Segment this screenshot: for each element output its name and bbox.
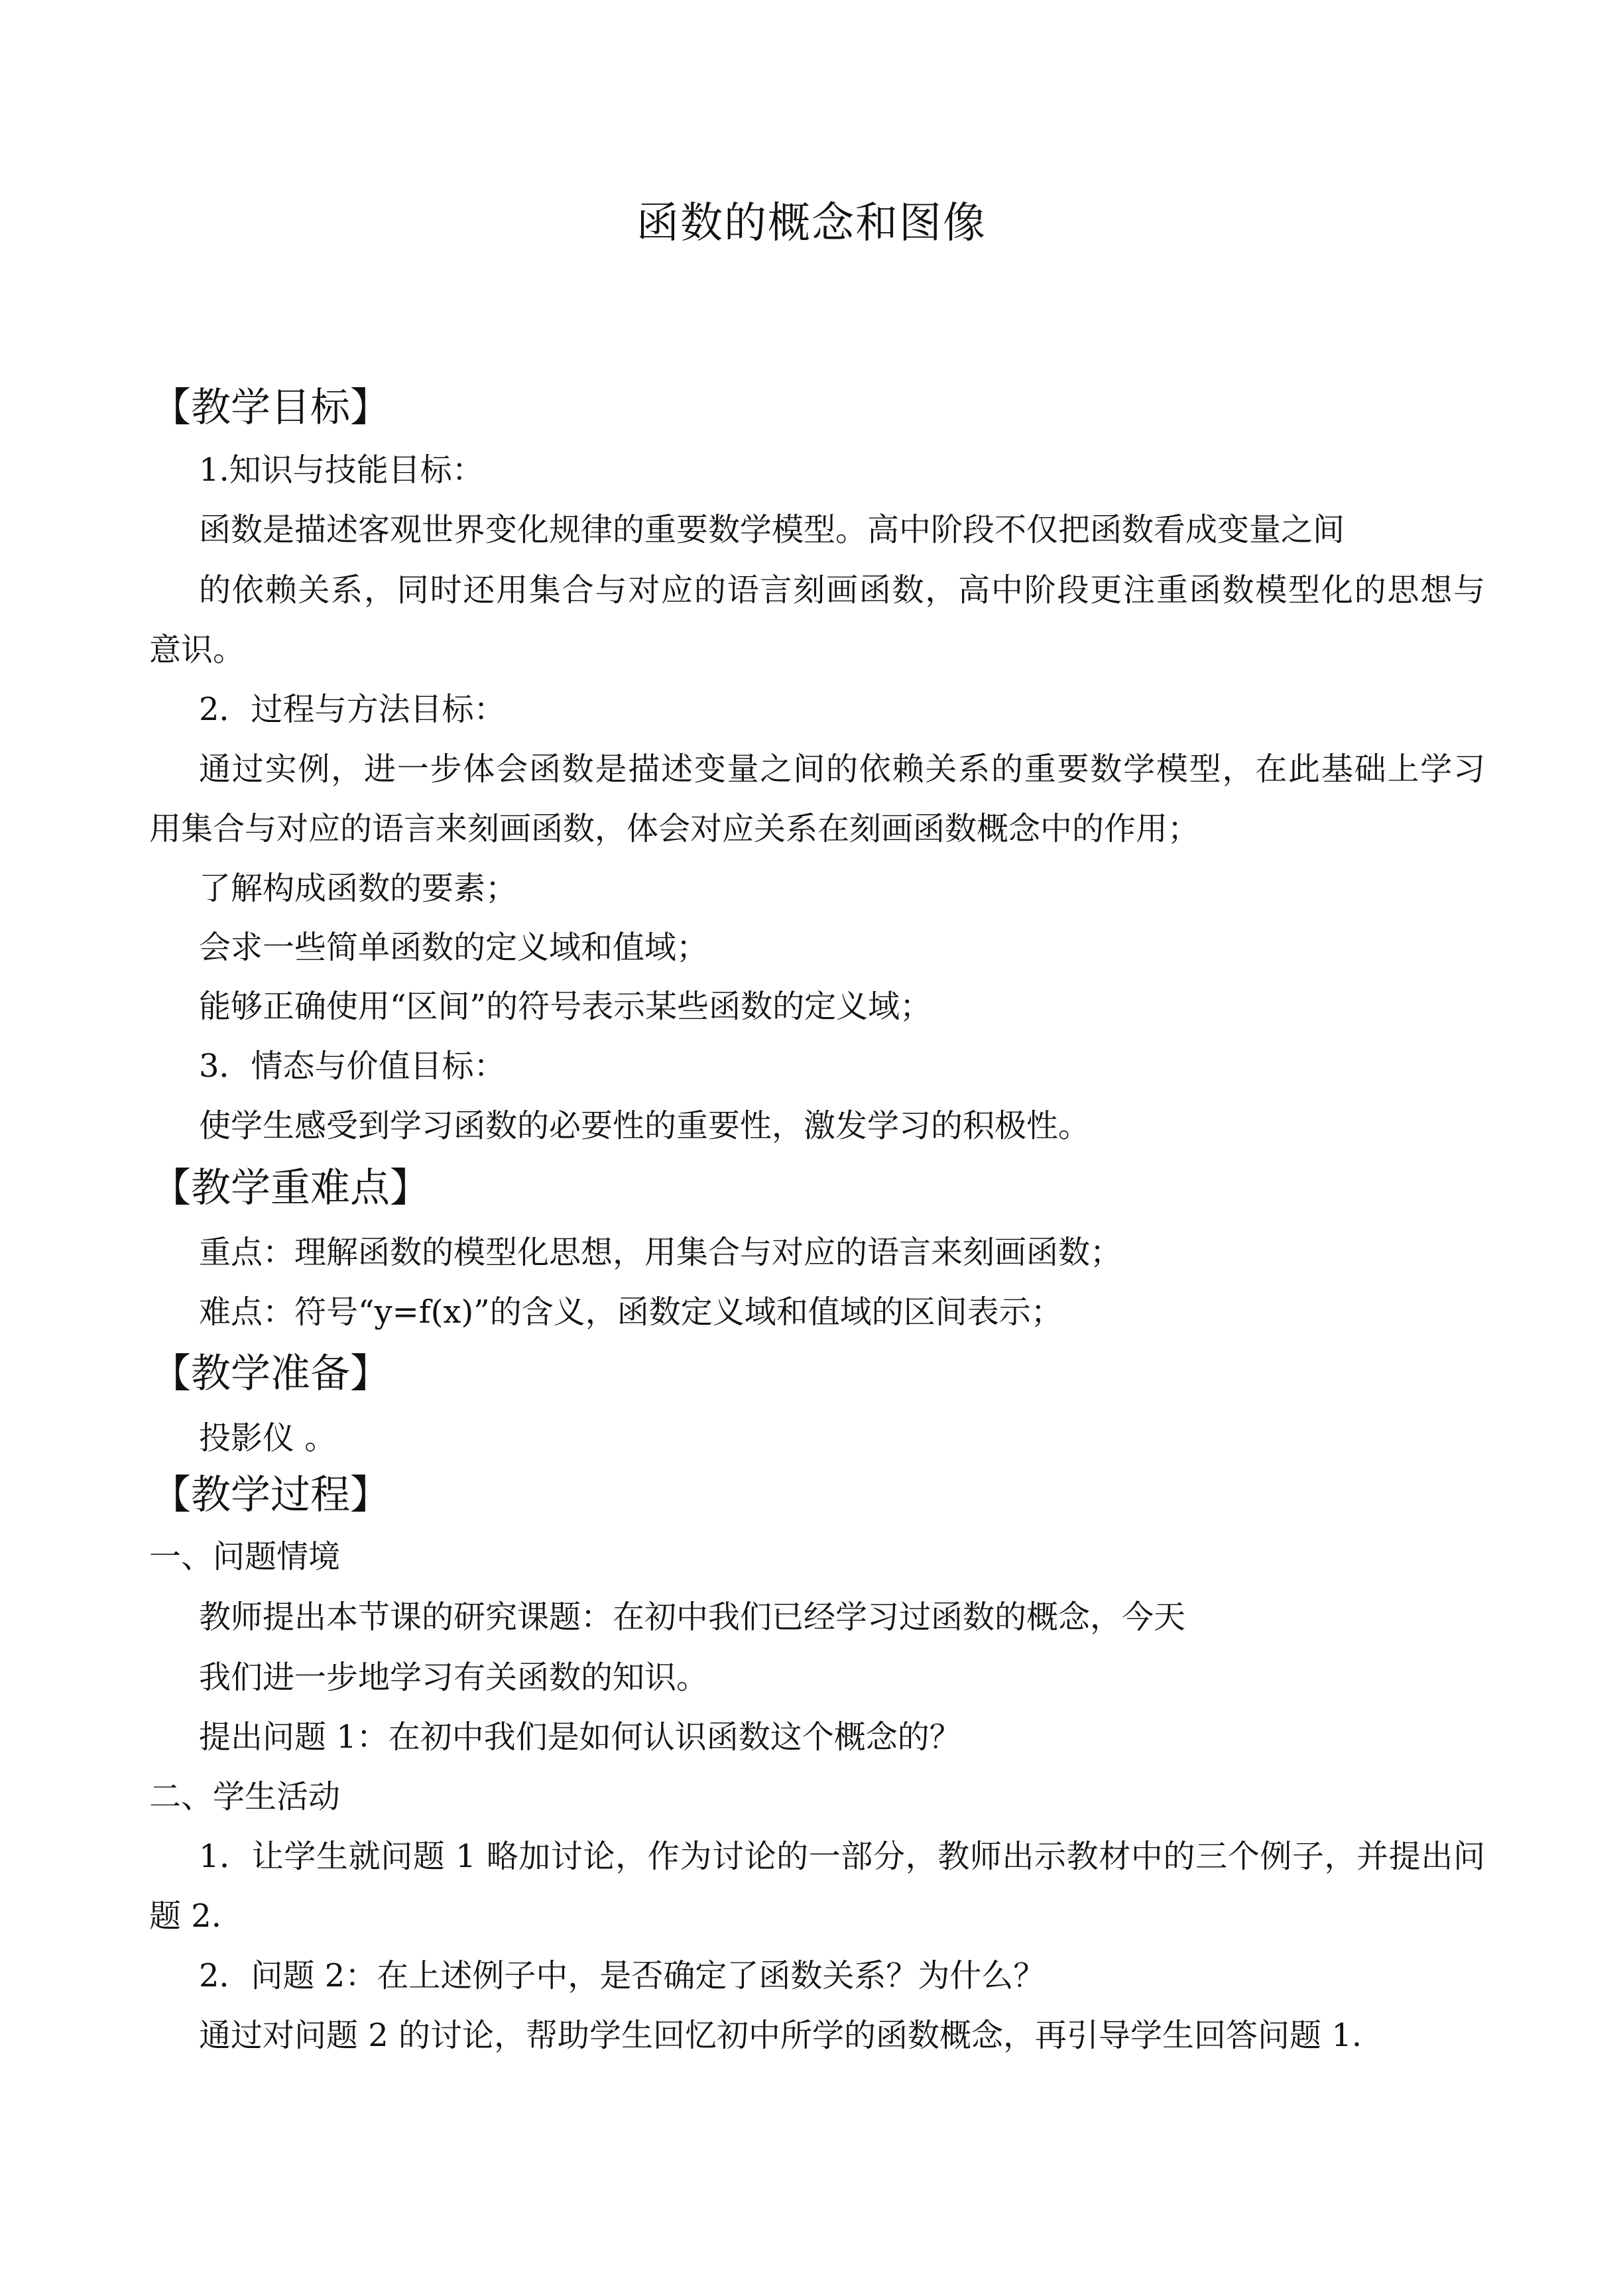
heading-objectives: 【教学目标】 [151,385,390,431]
heading-process: 【教学过程】 [151,1472,390,1518]
paragraph-line: 我们进一步地学习有关函数的知识。 [199,1659,709,1696]
paragraph-line: 通过实例，进一步体会函数是描述变量之间的依赖关系的重要数学模型，在此基础上学习 [199,751,1485,788]
paragraph-line: 题 2. [149,1898,222,1935]
paragraph-line: 重点：理解函数的模型化思想，用集合与对应的语言来刻画函数； [199,1234,1122,1271]
document-title: 函数的概念和图像 [636,199,987,248]
heading-key-points: 【教学重难点】 [151,1165,430,1211]
objective-3-label: 3．情态与价值目标： [199,1048,506,1085]
paragraph-line: 会求一些简单函数的定义域和值域； [199,929,709,966]
paragraph-line: 通过对问题 2 的讨论，帮助学生回忆初中所学的函数概念，再引导学生回答问题 1. [199,2017,1362,2054]
paragraph-line: 了解构成函数的要素； [199,870,518,907]
paragraph-line: 提出问题 1：在初中我们是如何认识函数这个概念的？ [199,1719,961,1756]
objective-2-label: 2．过程与方法目标： [199,691,506,728]
paragraph-line: 投影仪 。 [199,1420,337,1457]
subsection-title: 二、学生活动 [149,1778,341,1815]
paragraph-line: 意识。 [149,631,245,668]
paragraph-line: 1．让学生就问题 1 略加讨论，作为讨论的一部分，教师出示教材中的三个例子，并提出问 [199,1838,1485,1875]
paragraph-line: 的依赖关系，同时还用集合与对应的语言刻画函数，高中阶段更注重函数模型化的思想与 [199,572,1485,609]
paragraph-line: 用集合与对应的语言来刻画函数，体会对应关系在刻画函数概念中的作用； [149,810,1200,847]
heading-preparation: 【教学准备】 [151,1351,390,1397]
paragraph-line: 难点：符号“y=f(x)”的含义，函数定义域和值域的区间表示； [199,1294,1063,1331]
paragraph-line: 使学生感受到学习函数的必要性的重要性，激发学习的积极性。 [199,1107,1091,1144]
paragraph-line: 2．问题 2：在上述例子中，是否确定了函数关系？为什么？ [199,1957,1046,1994]
subsection-title: 一、问题情境 [149,1538,341,1575]
objective-1-label: 1.知识与技能目标： [199,452,484,489]
paragraph-line: 能够正确使用“区间”的符号表示某些函数的定义域； [199,988,932,1025]
paragraph-line: 函数是描述客观世界变化规律的重要数学模型。高中阶段不仅把函数看成变量之间 [199,511,1345,548]
paragraph-line: 教师提出本节课的研究课题：在初中我们已经学习过函数的概念，今天 [199,1599,1186,1636]
